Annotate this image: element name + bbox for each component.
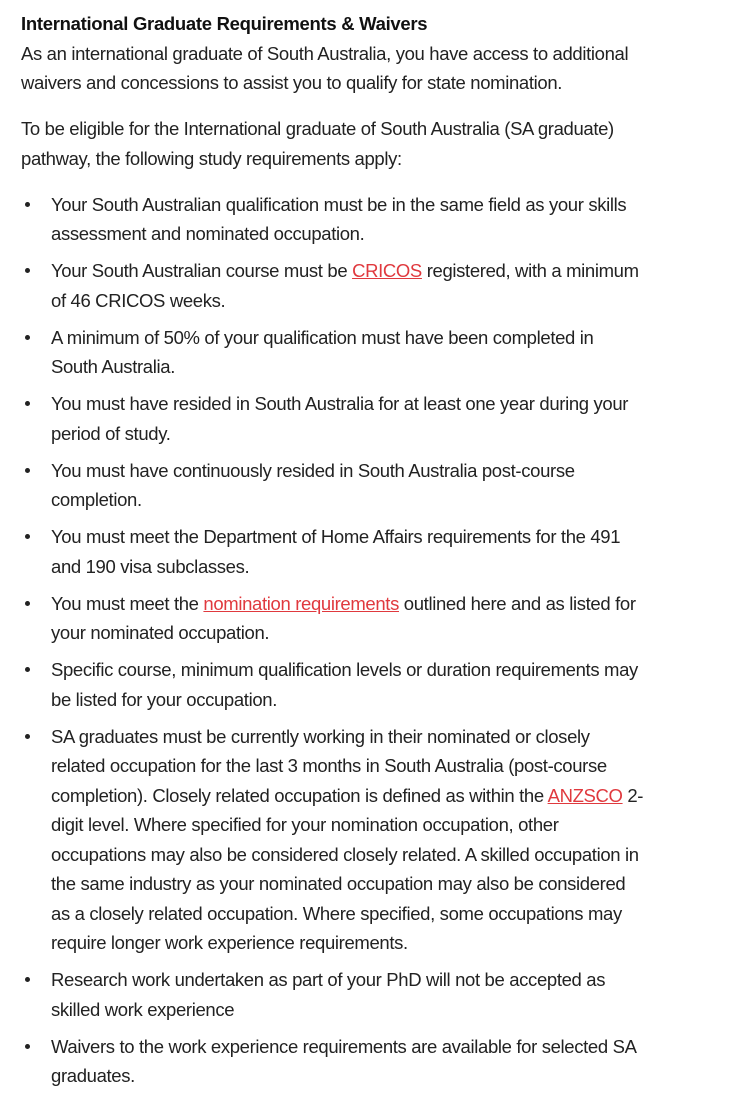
text-segment: outlined here and as listed for [398,592,636,614]
text-line [51,1061,750,1091]
text-line [51,995,750,1025]
bullet-icon [25,667,30,672]
text-line [51,840,750,870]
bullet-icon [25,468,30,473]
requirement-item [21,389,750,448]
requirement-item [21,1032,750,1091]
text-line [51,781,750,811]
text-line [51,589,750,619]
section-heading: International Graduate Requirements & Waivers [21,13,428,34]
text-line [51,419,750,449]
text-line [51,899,750,929]
bullet-icon [25,335,30,340]
anzsco-link[interactable]: ANZSCO [547,784,623,806]
text-segment: Waivers to the work experience requirements are available for selected SA [51,1035,637,1057]
text-segment: your nominated occupation. [51,622,270,643]
text-line [51,456,750,486]
bullet-icon [25,202,30,207]
requirement-item [21,722,750,958]
requirement-item [21,456,750,515]
requirements-list [21,190,750,1091]
requirement-item [21,589,750,648]
bullet-icon [25,401,30,406]
requirement-item [21,655,750,714]
text-line [51,323,750,353]
text-segment: Your South Australian qualification must be in the same field as your skills [51,193,627,215]
text-line [51,286,750,316]
text-line: To be eligible for the International graduate of South Australia (SA graduate) [21,118,614,139]
text-line [51,722,750,752]
text-segment: You must meet the Department of Home Affairs requirements for the 491 [51,526,621,547]
text-segment: registered, with a minimum [421,260,639,281]
text-line [51,618,750,648]
text-segment: as a closely related occupation. Where specified, some occupations may [51,902,622,924]
text-segment: completion). Closely related occupation is defined as within the [51,784,548,806]
requirement-item [21,190,750,249]
text-segment: South Australia. [51,356,175,377]
text-line: waivers and concessions to assist you to qualify for state nomination. [21,72,563,93]
nomination-requirements-link[interactable]: nomination requirements [203,592,399,614]
text-segment: You must have resided in South Australia for at least one year during your [51,393,629,414]
text-segment: assessment and nominated occupation. [51,223,365,244]
text-line [51,219,750,249]
bullet-icon [25,734,30,739]
text-segment: Specific course, minimum qualification levels or duration requirements may [51,659,638,680]
text-segment: of 46 CRICOS weeks. [51,289,226,311]
requirement-item [21,323,750,382]
text-segment: the same industry as your nominated occupation may also be considered [51,873,626,894]
text-segment: Research work undertaken as part of your PhD will not be accepted as [51,969,606,990]
text-line [51,389,750,419]
text-line [51,869,750,899]
text-line: pathway, the following study requirements apply: [21,147,402,169]
cricos-link[interactable]: CRICOS [352,260,422,281]
text-segment: require longer work experience requirements. [51,932,408,953]
text-segment: Your South Australian course must be [51,260,353,281]
text-line [51,190,750,220]
text-line [51,522,750,552]
requirement-item [21,522,750,581]
eligibility-paragraph [21,114,750,173]
intro-paragraph [21,39,750,98]
text-segment: digit level. Where specified for your nomination occupation, other [51,814,559,835]
text-line [51,655,750,685]
text-line [51,751,750,781]
text-segment: be listed for your occupation. [51,688,278,710]
text-segment: A minimum of 50% of your qualification must have been completed in [51,326,594,348]
text-segment: period of study. [51,422,171,444]
text-segment: graduates. [51,1065,135,1086]
bullet-icon [25,1044,30,1049]
text-segment: skilled work experience [51,998,235,1020]
requirement-item [21,256,750,315]
text-segment: SA graduates must be currently working in their nominated or closely [51,725,590,747]
text-line [51,352,750,382]
bullet-icon [25,534,30,539]
bullet-icon [25,977,30,982]
text-line [51,552,750,582]
text-line [51,810,750,840]
text-segment: You must have continuously resided in South Australia post-course [51,459,575,481]
text-segment: You must meet the [51,592,204,614]
text-segment: occupations may also be considered closely related. A skilled occupation in [51,843,639,865]
bullet-icon [25,268,30,273]
text-line [51,965,750,995]
text-line: As an international graduate of South Australia, you have access to additional [21,42,629,64]
text-line [51,685,750,715]
text-segment: completion. [51,489,142,510]
text-line [51,928,750,958]
text-line [51,485,750,515]
bullet-icon [25,601,30,606]
text-line [51,256,750,286]
requirement-item [21,965,750,1024]
text-segment: related occupation for the last 3 months in South Australia (post-course [51,755,607,776]
text-segment: and 190 visa subclasses. [51,555,250,577]
text-segment: 2- [622,784,644,806]
text-line [51,1032,750,1062]
